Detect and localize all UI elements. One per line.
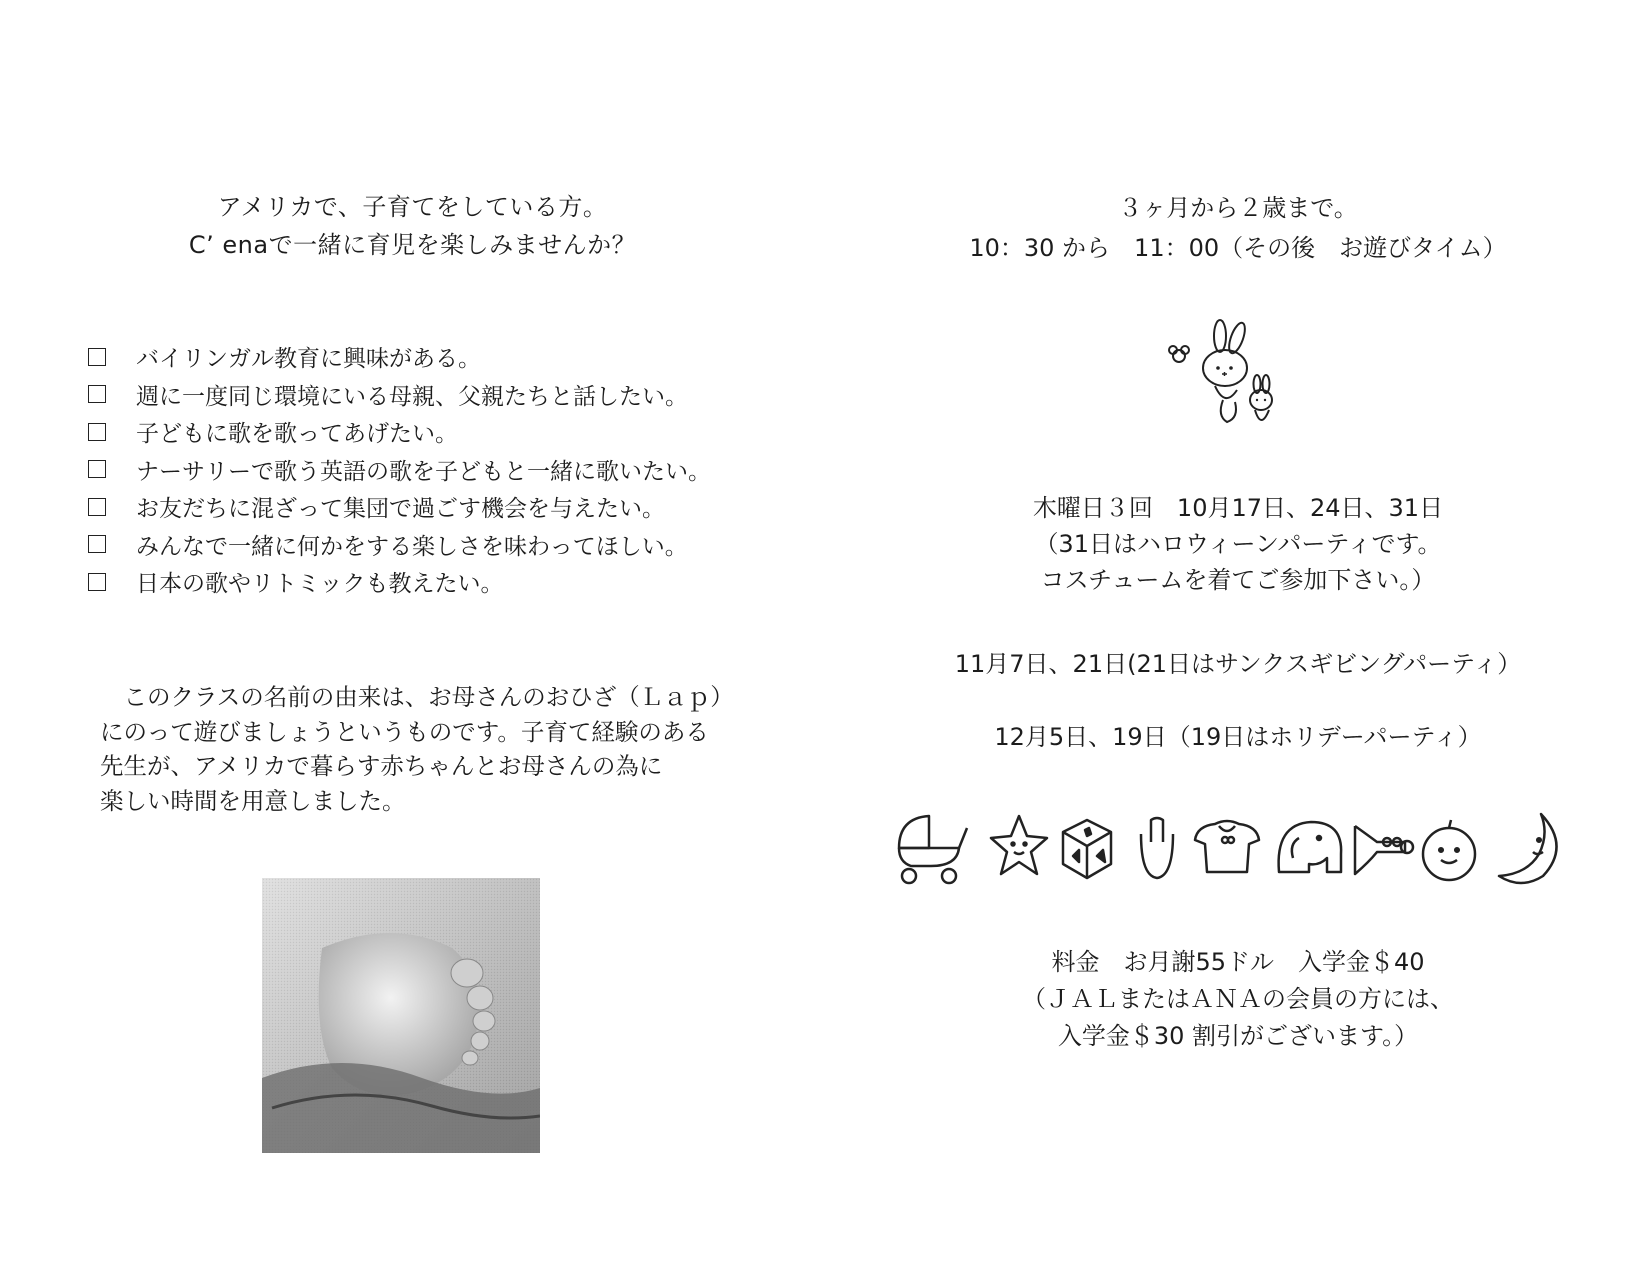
story-line: にのって遊びましょうというものです。子育て経験のある [100,717,709,746]
story-line: 楽しい時間を用意しました。 [100,786,406,815]
checkbox-icon [88,460,106,478]
checklist-item-label: みんなで一緒に何かをする楽しさを味わってほしい。 [136,533,688,560]
checklist-item [88,526,711,564]
trumpet-icon [1355,826,1413,874]
november-schedule: 11月7日、21日(21日はサンクスギビングパーティ） [954,650,1522,678]
checklist-item [88,451,711,489]
class-time: 10：30 から 11：00（その後 お遊びタイム） [969,234,1507,262]
moon-icon [1499,814,1557,883]
pacifier-icon [1141,818,1173,878]
bunny-icon [1165,318,1290,438]
checklist-item-label: 週に一度同じ環境にいる母親、父親たちと話したい。 [136,383,688,410]
checklist-item [88,488,711,526]
age-and-time [825,188,1651,268]
shirt-icon [1195,821,1259,872]
checklist-item-label: 子どもに歌を歌ってあげたい。 [136,421,458,448]
class-name-origin-text [100,680,760,818]
checklist-item-label: バイリンガル教育に興味がある。 [136,346,481,373]
fee-line: 入学金＄30 割引がございます。） [1057,1022,1419,1050]
december-schedule: 12月5日、19日（19日はホリデーパーティ） [994,723,1482,751]
checklist-item [88,338,711,376]
checklist-item-label: ナーサリーで歌う英語の歌を子どもと一緒に歌いたい。 [136,458,711,485]
checklist-item [88,376,711,414]
checkbox-icon [88,348,106,366]
schedule-line: コスチュームを着てご参加下さい。） [1040,566,1436,594]
left-column [0,0,825,1275]
fee-line: （ＪＡＬまたはＡＮＡの会員の方には、 [1022,985,1454,1013]
intro-line: アメリカで、子育てをしている方。 [217,193,608,221]
age-range: ３ヶ月から２歳まで。 [1118,194,1358,222]
checklist-item-label: 日本の歌やリトミックも教えたい。 [136,571,504,598]
baby-items-icon-row [891,808,1591,888]
checkbox-icon [88,385,106,403]
fees-info [825,944,1651,1055]
intro-line: C’ enaで一緒に育児を楽しみませんか？ [188,231,637,259]
schedule-line: （31日はハロウィーンパーティです。 [1034,530,1442,558]
checklist-item [88,563,711,601]
right-column [825,0,1651,1275]
story-line: このクラスの名前の由来は、お母さんのおひざ（Ｌａｐ） [100,683,734,711]
checklist [88,338,711,601]
story-line: 先生が、アメリカで暮らす赤ちゃんとお母さんの為に [100,752,663,780]
fee-line: 料金 お月謝55ドル 入学金＄40 [1051,948,1425,976]
october-schedule [825,490,1651,598]
intro-text [0,188,825,264]
baby-foot-photo [262,878,540,1153]
star-icon [991,816,1047,874]
checkbox-icon [88,423,106,441]
pumpkin-icon [1423,820,1475,880]
checklist-item-label: お友だちに混ざって集団で過ごす機会を与えたい。 [136,496,665,523]
schedule-line: 木曜日３回 10月17日、24日、31日 [1032,494,1444,522]
checkbox-icon [88,573,106,591]
block-icon [1063,820,1111,878]
checkbox-icon [88,498,106,516]
elephant-icon [1279,822,1342,872]
stroller-icon [899,816,967,883]
checkbox-icon [88,535,106,553]
checklist-item [88,413,711,451]
